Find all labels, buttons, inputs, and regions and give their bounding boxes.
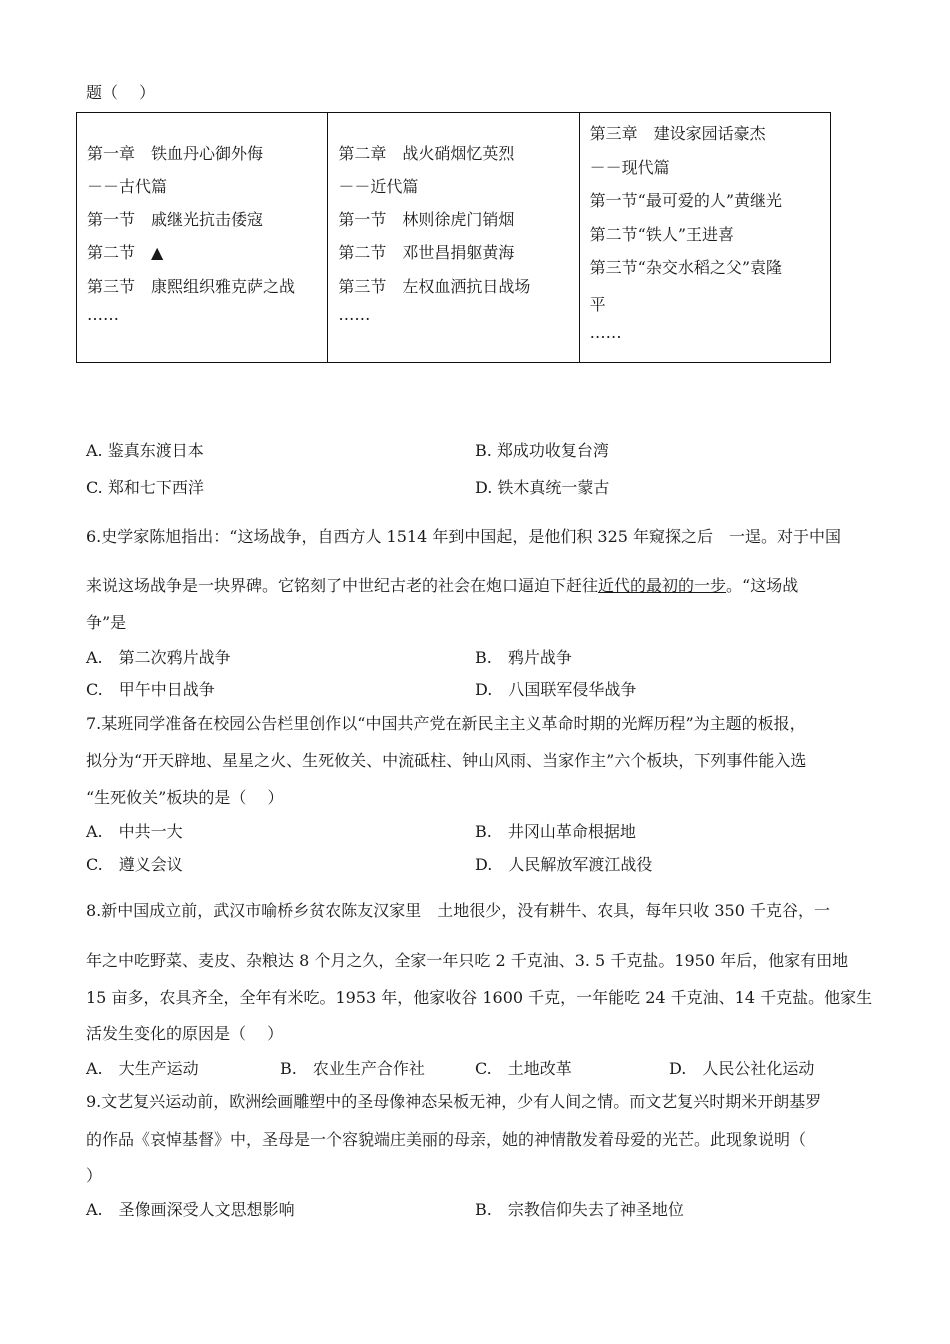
q6-underlined-text: 近代的最初的一步 xyxy=(598,576,727,595)
table-cell-line: 第二节“铁人”王进喜 xyxy=(589,225,735,244)
table-cell-line: 第一章 铁血丹心御外侮 xyxy=(87,144,264,163)
option-a: A. 中共一大 xyxy=(86,822,183,841)
question-9-line: ） xyxy=(86,1166,103,1185)
option-b: B. 宗教信仰失去了神圣地位 xyxy=(475,1200,684,1219)
table-cell-line: …… xyxy=(589,323,622,342)
option-a: A. 第二次鸦片战争 xyxy=(86,648,231,667)
option-a: A. 圣像画深受人文思想影响 xyxy=(86,1200,295,1219)
table-cell-line: 第三节 康熙组织雅克萨之战 xyxy=(87,277,296,296)
option-a: A. 鉴真东渡日本 xyxy=(86,441,204,460)
q6-text: 来说这场战争是一块界碑。它铭刻了中世纪古老的社会在炮口逼迫下赶往 xyxy=(86,576,599,595)
question-9-line: 的作品《哀悼基督》中，圣母是一个容貌端庄美丽的母亲，她的神情散发着母爱的光芒。此现象说明（ xyxy=(86,1130,807,1149)
table-cell-line: 第一节“最可爱的人”黄继光 xyxy=(589,191,783,210)
table-cell-line: 第一节 戚继光抗击倭寇 xyxy=(87,210,264,229)
table-cell-line: 第二章 战火硝烟忆英烈 xyxy=(338,144,515,163)
question-7-line: 7.某班同学准备在校园公告栏里创作以“中国共产党在新民主主义革命时期的光辉历程”为主题的板报， xyxy=(86,714,806,733)
table-column-1 xyxy=(77,113,327,362)
table-cell-line: 第一节 林则徐虎门销烟 xyxy=(338,210,515,229)
option-b: B. 井冈山革命根据地 xyxy=(475,822,636,841)
question-6-line: 争”是 xyxy=(86,613,127,632)
option-a: A. 大生产运动 xyxy=(86,1059,199,1078)
option-c: C. 甲午中日战争 xyxy=(86,680,215,699)
table-cell-line: 第二节 邓世昌捐躯黄海 xyxy=(338,243,515,262)
table-cell-line: －－现代篇 xyxy=(589,158,670,177)
table-cell-line: 第二节 ▲ xyxy=(87,243,164,262)
q6-text: 。“这场战 xyxy=(726,576,799,595)
question-7-line: “生死攸关”板块的是（ ） xyxy=(86,788,284,807)
table-column-3 xyxy=(579,113,830,362)
option-c: C. 遵义会议 xyxy=(86,855,183,874)
question-8-line: 15 亩多，农具齐全，全年有米吃。1953 年，他家收谷 1600 千克，一年能吃 24 千克油、14 千克盐。他家生 xyxy=(86,988,873,1007)
option-b: B. 郑成功收复台湾 xyxy=(475,441,609,460)
table-cell-line: 第三章 建设家园话豪杰 xyxy=(589,124,766,143)
table-cell-line: 第三节“杂交水稻之父”袁隆 xyxy=(589,258,783,277)
question-6-line xyxy=(86,573,798,596)
question-8-line: 年之中吃野菜、麦皮、杂粮达 8 个月之久，全家一年只吃 2 千克油、3. 5 千克盐。1950 年后，他家有田地 xyxy=(86,951,849,970)
question-6-line: 6.史学家陈旭指出：“这场战争，自西方人 1514 年到中国起，是他们积 325 年窥探之后 一逞。对于中国 xyxy=(86,527,842,546)
question-8-line: 8.新中国成立前，武汉市喻桥乡贫农陈友汉家里 土地很少，没有耕牛、农具，每年只收 350 千克谷，一 xyxy=(86,901,830,920)
table-cell-line: －－近代篇 xyxy=(338,177,419,196)
table-cell-line: 第三节 左权血洒抗日战场 xyxy=(338,277,531,296)
option-b: B. 鸦片战争 xyxy=(475,648,572,667)
question-7-line: 拟分为“开天辟地、星星之火、生死攸关、中流砥柱、钟山风雨、当家作主”六个板块，下列事件能入选 xyxy=(86,751,807,770)
chapter-table xyxy=(76,112,831,363)
option-c: C. 土地改革 xyxy=(475,1059,572,1078)
table-cell-line: 平 xyxy=(589,295,606,314)
table-column-2 xyxy=(327,113,578,362)
option-d: D. 铁木真统一蒙古 xyxy=(475,478,610,497)
question-9-line: 9.文艺复兴运动前，欧洲绘画雕塑中的圣母像神态呆板无神，少有人间之情。而文艺复兴时期米开朗基罗 xyxy=(86,1092,822,1111)
table-cell-line: …… xyxy=(87,305,119,324)
table-cell-line: －－古代篇 xyxy=(87,177,168,196)
option-c: C. 郑和七下西洋 xyxy=(86,478,204,497)
question-stem-tail: 题（ ） xyxy=(86,83,156,102)
option-b: B. 农业生产合作社 xyxy=(280,1059,425,1078)
question-8-line: 活发生变化的原因是（ ） xyxy=(86,1024,284,1043)
table-cell-line: …… xyxy=(338,305,371,324)
option-d: D. 八国联军侵华战争 xyxy=(475,680,637,699)
option-d: D. 人民解放军渡江战役 xyxy=(475,855,653,874)
option-d: D. 人民公社化运动 xyxy=(669,1059,815,1078)
